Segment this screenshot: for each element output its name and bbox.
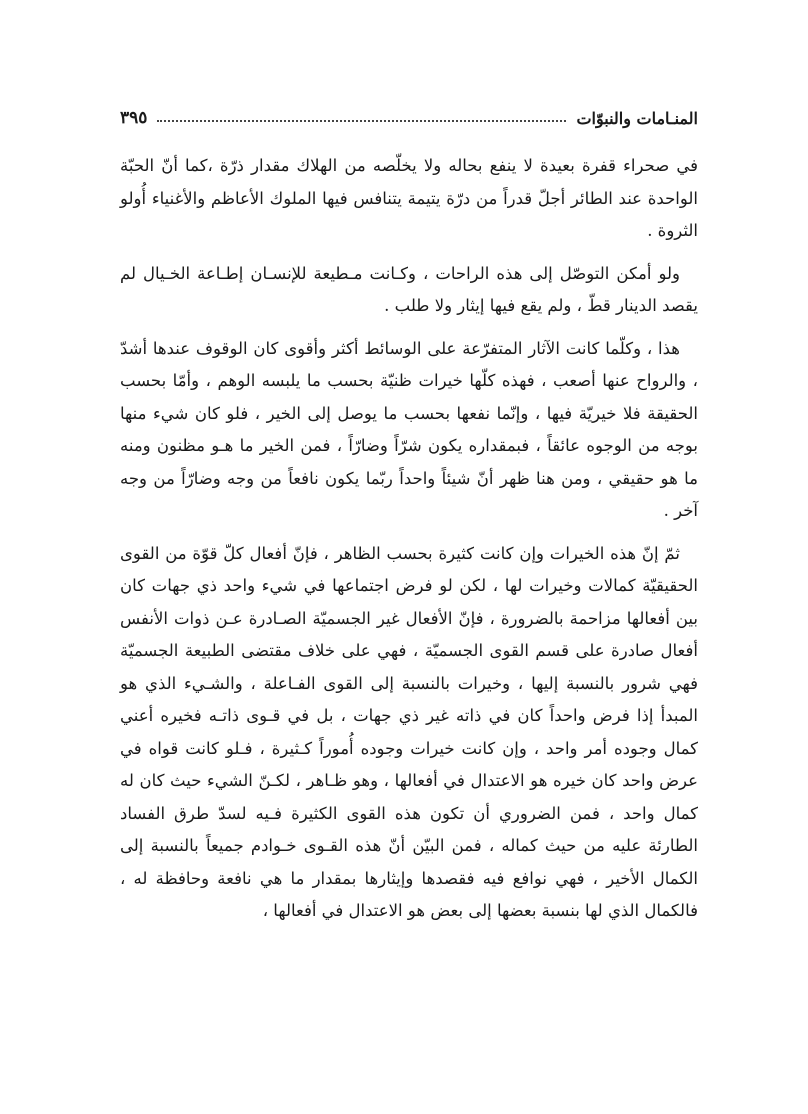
paragraph-2: ولو أمكن التوصّل إلى هذه الراحات ، وكـانت مـطيعة للإنسـان إطـاعة الخـيال لم يقصد الدينار قطّ ، ولم يقع فيها إيثار ولا طلب . [120,263,698,315]
running-header [120,98,698,128]
dot-leader [157,119,566,122]
paragraph-1: في صحراء قفرة بعيدة لا ينفع بحاله ولا يخلّصه من الهلاك مقدار ذرّة ،كما أنّ الحبّة الواحدة عند الطائر أجلّ قدراً من درّة يتيمة يتنافس فيها الملوك الأعاظم والأغنياء أُولو الثروة . [120,156,698,240]
page-number: ٣٩٥ [120,108,148,128]
page-body [120,150,698,938]
paragraph-4: ثمّ إنّ هذه الخيرات وإن كانت كثيرة بحسب الظاهر ، فإنّ أفعال كلّ قوّة من القوى الحقيقيّة كمالات وخيرات لها ، لكن لو فرض اجتماعها في شيء واحد ذي جهات كان بين أفعالها مزاحمة بالضرورة ، فإنّ الأفعال غير الجسميّة الصـادرة عـن ذوات الأنفس أفعال صادرة على قسم القوى الجسميّة ، فهي على خلاف مقتضى الطبيعة الجسميّة فهي شرور بالنسبة إليها ، وخيرات بالنسبة إلى القوى الفـاعلة ، والشـيء الذي هو المبدأ إذا فرض واحداً كان في ذاته غير ذي جهات ، بل في قـوى ذاتـه فخيره أعني كمال وجوده أمر واحد ، وإن كانت خيرات وجوده أُموراً كـثيرة ، فـلو كانت قواه في عرض واحد كان خيره هو الاعتدال في أفعالها ، وهو ظـاهر ، لكـنّ الشيء حيث كان له كمال واحد ، فمن الضروري أن تكون هذه القوى الكثيرة فـيه لسدّ طرق الفساد الطارئة عليه من حيث كماله ، فمن البيّن أنّ هذه القـوى خـوادم جميعاً بالنسبة إلى الكمال الأخير ، فهي نوافع فيه فقصدها وإيثارها بمقدار ما هي نافعة وحافظة له ، فالكمال الذي لها بنسبة بعضها إلى بعض هو الاعتدال في أفعالها ، [120,543,698,920]
chapter-title: المنـامات والنبوّات [576,109,698,128]
paragraph-3: هذا ، وكلّما كانت الآثار المتفرّعة على الوسائط أكثر وأقوى كان الوقوف عندها أشدّ ، والرواح عنها أصعب ، فهذه كلّها خيرات ظنيّة بحسب ما يلبسه الوهم ، وأمّا بحسب الحقيقة فلا خيريّة فيها ، وإنّما نفعها بحسب ما يوصل إلى الخير ، فلو كان شيء منها بوجه من الوجوه عائقاً ، فبمقداره يكون شرّاً وضارّاً ، فمن الخير ما هـو مظنون ومنه ما هو حقيقي ، ومن هنا ظهر أنّ شيئاً واحداً ربّما يكون نافعاً من وجه وضارّاً من وجه آخر . [120,338,698,520]
